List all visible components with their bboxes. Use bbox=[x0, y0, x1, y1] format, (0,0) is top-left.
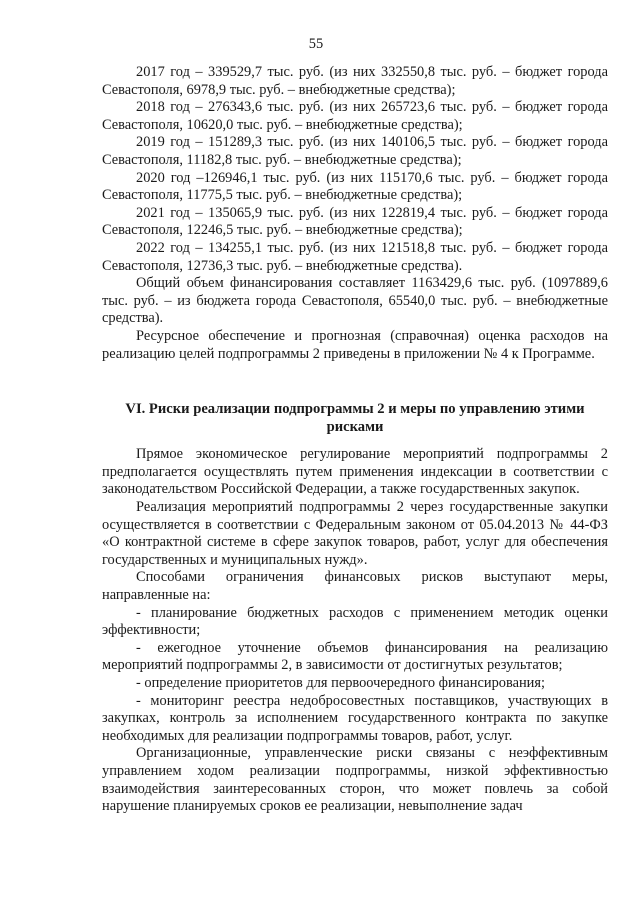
risk-measure-item: - мониторинг реестра недобросовестных поставщиков, участвующих в закупках, контроль за исполнением государственного контракта по закупке необходимых для реализации подпрограммы товаров, работ, услуг. bbox=[102, 692, 608, 744]
funding-total: Общий объем финансирования составляет 1163429,6 тыс. руб. (1097889,6 тыс. руб. – из бюджета города Севастополя, 65540,0 тыс. руб. – внебюджетные средства). bbox=[102, 275, 608, 327]
risk-measure-item: - определение приоритетов для первоочередного финансирования; bbox=[136, 675, 545, 691]
page-number: 55 bbox=[308, 36, 324, 52]
funding-resource-note: Ресурсное обеспечение и прогнозная (справочная) оценка расходов на реализацию целей подпрограммы 2 приведены в приложении № 4 к Программе. bbox=[102, 327, 608, 362]
risk-paragraph-regulation: Прямое экономическое регулирование мероприятий подпрограммы 2 предполагается осуществлять путем применения индексации в соответствии с законодательством Российской Федерации, а также государственных закупок. bbox=[102, 446, 608, 498]
heading-spacer bbox=[102, 436, 608, 446]
section-spacer bbox=[102, 363, 608, 401]
funding-2022: 2022 год – 134255,1 тыс. руб. (из них 121518,8 тыс. руб. – бюджет города Севастополя, 12736,3 тыс. руб. – внебюджетные средства). bbox=[102, 239, 608, 274]
risk-measure-item: - планирование бюджетных расходов с применением методик оценки эффективности; bbox=[102, 604, 608, 639]
funding-2020: 2020 год –126946,1 тыс. руб. (из них 115170,6 тыс. руб. – бюджет города Севастополя, 11775,5 тыс. руб. – внебюджетные средства); bbox=[102, 169, 608, 204]
funding-2021: 2021 год – 135065,9 тыс. руб. (из них 122819,4 тыс. руб. – бюджет города Севастополя, 12246,5 тыс. руб. – внебюджетные средства); bbox=[102, 204, 608, 239]
funding-2019: 2019 год – 151289,3 тыс. руб. (из них 140106,5 тыс. руб. – бюджет города Севастополя, 11182,8 тыс. руб. – внебюджетные средства); bbox=[102, 134, 608, 168]
closing-paragraph: Организационные, управленческие риски связаны с неэффективным управлением ходом реализации подпрограммы, низкой эффективностью взаимодействия заинтересованных сторон, что может повлечь за собой нарушение планируемых сроков ее реализации, невыполнение задач bbox=[102, 745, 608, 815]
risk-measure-item: - ежегодное уточнение объемов финансирования на реализацию мероприятий подпрограммы 2, в зависимости от достигнутых результатов; bbox=[102, 639, 608, 674]
risk-paragraph-procurement: Реализация мероприятий подпрограммы 2 через государственные закупки осуществляется в соответствии с Федеральным законом от 05.04.2013 № 44-ФЗ «О контрактной системе в сфере закупок товаров, работ, услуг для обеспечения государственных и муниципальных нужд». bbox=[102, 499, 608, 568]
section-heading: VI. Риски реализации подпрограммы 2 и меры по управлению этими рисками bbox=[125, 401, 585, 435]
funding-2017: 2017 год – 339529,7 тыс. руб. (из них 332550,8 тыс. руб. – бюджет города Севастополя, 6978,9 тыс. руб. – внебюджетные средства); bbox=[102, 64, 608, 98]
page-body bbox=[102, 64, 608, 816]
funding-2018: 2018 год – 276343,6 тыс. руб. (из них 265723,6 тыс. руб. – бюджет города Севастополя, 10620,0 тыс. руб. – внебюджетные средства); bbox=[102, 99, 608, 133]
risk-paragraph-methods: Способами ограничения финансовых рисков выступают меры, направленные на: bbox=[102, 569, 608, 604]
